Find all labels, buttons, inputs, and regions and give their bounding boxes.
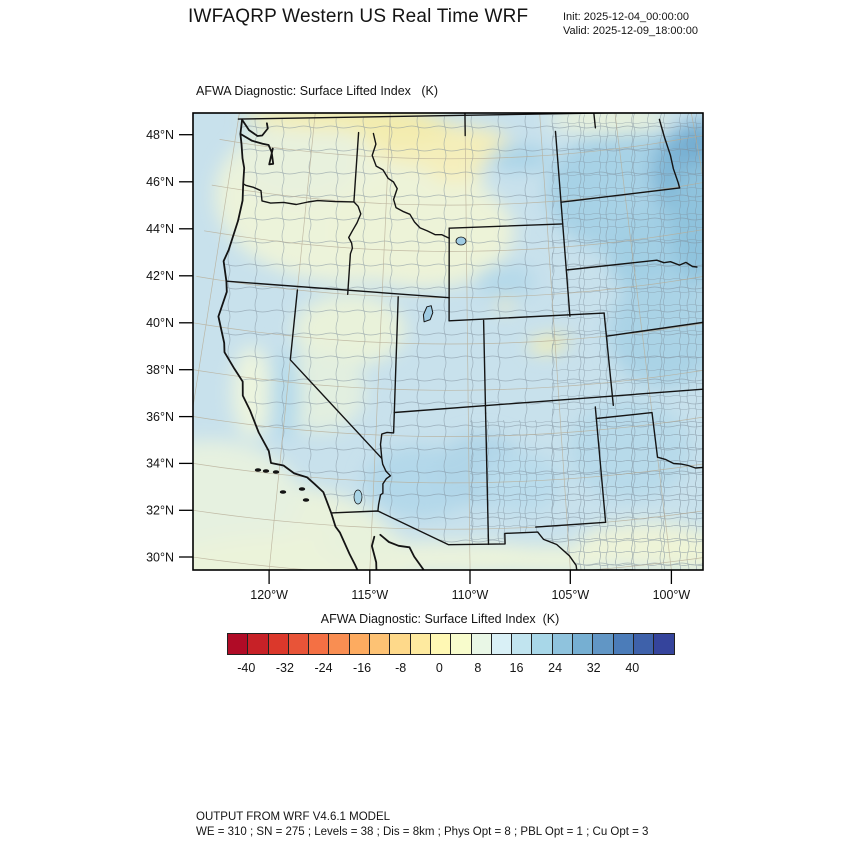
channel-island [273,470,279,474]
footer-block [196,810,648,839]
lon-tick-label: 120°W [250,588,288,602]
colorbar-cell [329,634,349,654]
colorbar-cell [370,634,390,654]
lon-tick-label: 110°W [451,588,489,602]
lat-tick-label: 40°N [146,316,174,331]
colorbar-cell [593,634,613,654]
colorbar-tick-label: 40 [625,661,640,675]
yellowstone-lake [456,237,466,245]
colorbar-tick-label: -24 [314,661,333,675]
colorbar-tick-label: -40 [237,661,256,675]
lat-tick-label: 38°N [146,363,174,377]
colorbar-cell [492,634,512,654]
colorbar-cell [532,634,552,654]
colorbar-tick-label: 32 [586,661,601,675]
lat-tick-label: 44°N [146,222,174,237]
colorbar-cell [573,634,593,654]
colorbar-tick-label: 8 [474,661,482,675]
colorbar-tick-label: 16 [509,661,524,675]
lon-tick-label: 115°W [351,588,389,602]
field-layer [90,80,790,622]
map-title: AFWA Diagnostic: Surface Lifted Index (K) [196,84,438,98]
lat-tick-label: 48°N [146,128,174,142]
colorbar-cell [431,634,451,654]
lat-tick-label: 46°N [146,175,174,190]
colorbar-cell [614,634,634,654]
colorbar-tick-label: 0 [435,661,443,675]
colorbar-tick-label: -8 [395,661,407,675]
valid-timestamp: Valid: 2025-12-09_18:00:00 [563,25,698,37]
channel-island [263,469,269,473]
channel-island [299,487,305,491]
colorbar-title: AFWA Diagnostic: Surface Lifted Index (K) [320,612,560,626]
colorbar-cell [451,634,471,654]
colorbar-cell [472,634,492,654]
lat-tick-label: 30°N [146,550,174,565]
colorbar-cell [654,634,673,654]
colorbar-cell [309,634,329,654]
lat-tick-label: 32°N [146,503,174,518]
colorbar-cell [289,634,309,654]
salton-sea [354,490,362,504]
colorbar-cell [390,634,410,654]
colorbar-cell [411,634,431,654]
colorbar-cell [634,634,654,654]
lat-tick-label: 42°N [146,269,174,284]
channel-island [280,490,286,494]
colorbar [227,633,675,655]
page-title: IWFAQRP Western US Real Time WRF [188,6,529,27]
colorbar-tick-label: -32 [275,661,294,675]
lon-tick-label: 100°W [652,588,691,602]
footer-config-line: WE = 310 ; SN = 275 ; Levels = 38 ; Dis = 8km ; Phys Opt = 8 ; PBL Opt = 1 ; Cu Opt = 3 [196,825,649,838]
colorbar-labels [0,661,850,677]
colorbar-cell [228,634,248,654]
init-timestamp: Init: 2025-12-04_00:00:00 [563,11,689,23]
colorbar-tick-label: 24 [548,661,563,675]
colorbar-cell [512,634,532,654]
lat-tick-label: 36°N [146,409,174,424]
colorbar-cell [553,634,573,654]
colorbar-cell [269,634,289,654]
channel-island [303,498,309,502]
lon-tick-label: 105°W [551,588,590,602]
colorbar-cell [350,634,370,654]
lat-tick-label: 34°N [146,456,174,471]
footer-model-line: OUTPUT FROM WRF V4.6.1 MODEL [196,811,391,823]
colorbar-tick-label: -16 [353,661,372,675]
channel-island [255,468,261,472]
colorbar-cell [248,634,268,654]
